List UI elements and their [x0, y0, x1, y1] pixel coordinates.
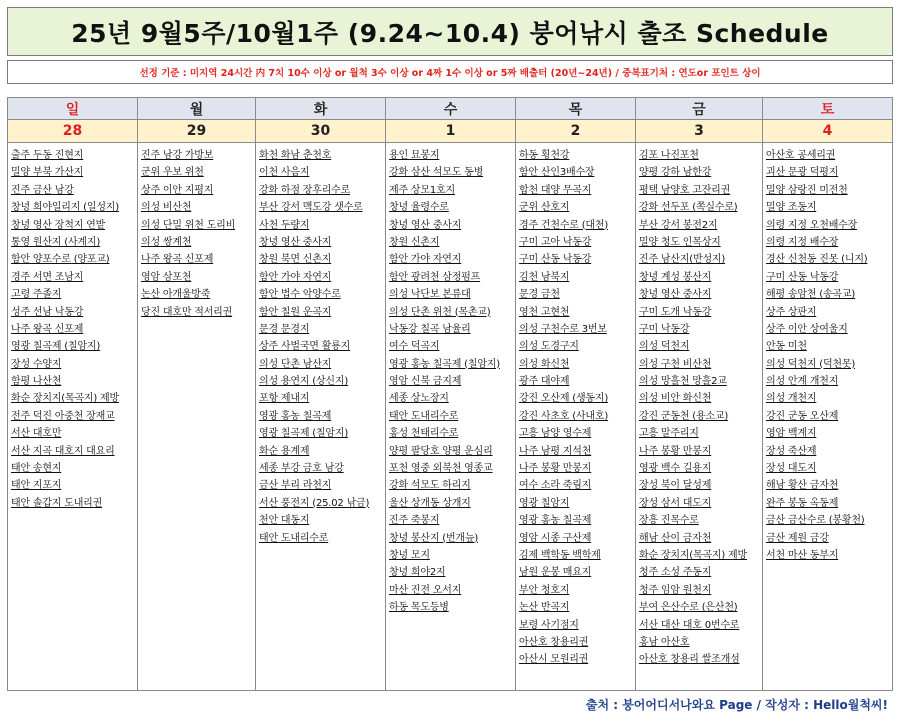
- day-column: [256, 98, 386, 690]
- spot-link[interactable]: 의성 단촌 위천 (목촌교): [389, 306, 491, 318]
- spot-link[interactable]: 상주 이안 상여울지: [766, 323, 848, 335]
- day-column: [138, 98, 256, 690]
- spot-link[interactable]: 진주 남강 가방보: [141, 150, 214, 161]
- spot-link[interactable]: 합천 대양 무곡지: [519, 184, 592, 196]
- spot-link[interactable]: 포천 영중 외북천 영종교: [389, 463, 493, 475]
- date-header: 1: [386, 120, 515, 143]
- spot-link[interactable]: 화순 용계제: [259, 445, 310, 457]
- day-column: [8, 98, 138, 690]
- spot-link[interactable]: 부여 은산수로 (은산천): [639, 602, 738, 614]
- spot-link[interactable]: 의성 덕천지: [639, 341, 690, 353]
- spot-link[interactable]: 함평 나산천: [11, 376, 62, 388]
- spot-link[interactable]: 영광 홍농 칠곡제: [519, 515, 592, 527]
- spot-link[interactable]: 금산 부리 라천지: [259, 480, 332, 492]
- day-column: [763, 98, 892, 690]
- day-column: [386, 98, 516, 690]
- spot-link[interactable]: 경주 건천수로 (대천): [519, 219, 609, 231]
- day-of-week-header: 목: [516, 98, 635, 120]
- spot-link[interactable]: 금산 금산수로 (봉황천): [766, 515, 865, 527]
- spot-link[interactable]: 제주 상모1호지: [389, 184, 455, 196]
- spot-list: [763, 143, 892, 564]
- date-header: 30: [256, 120, 385, 143]
- spot-link[interactable]: 밀양 청도 인목상지: [639, 236, 721, 248]
- spot-link[interactable]: 장성 죽산제: [766, 445, 817, 457]
- day-of-week-header: 수: [386, 98, 515, 120]
- spot-link[interactable]: 영광 백수 길용지: [639, 463, 712, 475]
- spot-link[interactable]: 창녕 계성 봉산지: [639, 271, 712, 283]
- spot-link[interactable]: 장성 삼서 대도지: [639, 497, 712, 509]
- spot-link[interactable]: 강화 석모도 하리지: [389, 480, 471, 492]
- spot-link[interactable]: 서산 대호만: [11, 428, 62, 440]
- spot-link[interactable]: 강진 군동천 (용소교): [639, 410, 729, 422]
- spot-link[interactable]: 세종 부강 금호 남강: [259, 463, 344, 475]
- spot-link[interactable]: 의성 쌍계천: [141, 236, 192, 248]
- spot-link[interactable]: 천안 대동지: [259, 515, 310, 527]
- day-of-week-header: 일: [8, 98, 137, 120]
- spot-link[interactable]: 이천 사음지: [259, 167, 310, 179]
- spot-link[interactable]: 영암 시종 구산제: [519, 532, 592, 544]
- criteria-box: [7, 60, 893, 84]
- spot-link[interactable]: 울산 상개동 상개지: [389, 497, 471, 509]
- spot-link[interactable]: 서천 마산 동부지: [766, 549, 839, 561]
- spot-link[interactable]: 의성 낙단보 본류대: [389, 289, 471, 301]
- spot-link[interactable]: 완주 봉동 옥동제: [766, 497, 839, 509]
- spot-link[interactable]: 창녕 영산 장척지 연밭: [11, 219, 106, 231]
- spot-link[interactable]: 하동 횡천강: [519, 150, 570, 161]
- spot-link[interactable]: 창녕 영산 중사지: [259, 236, 332, 248]
- spot-link[interactable]: 함안 법수 악양수로: [259, 289, 341, 301]
- spot-link[interactable]: 의성 구천수로 3번보: [519, 323, 607, 335]
- spot-link[interactable]: 의성 망흘천 망흘2교: [639, 376, 727, 388]
- spot-link[interactable]: 창원 북면 신촌지: [259, 254, 332, 266]
- spot-link[interactable]: 논산 아개울방죽: [141, 289, 211, 301]
- spot-link[interactable]: 진주 금산 남강: [11, 184, 74, 196]
- date-header: 29: [138, 120, 255, 143]
- day-of-week-header: 토: [763, 98, 892, 120]
- spot-link[interactable]: 의령 지정 오천배수장: [766, 219, 858, 231]
- spot-link[interactable]: 의성 구천 비산천: [639, 358, 712, 370]
- spot-link[interactable]: 나주 남평 지석천: [519, 445, 592, 457]
- spot-link[interactable]: 서산 지곡 대호지 대요리: [11, 445, 115, 457]
- criteria-text: 선정 기준 : 미지역 24시간 内 7치 10수 이상 or 월척 3수 이상 or 4짜 1수 이상 or 5짜 배출터 (20년~24년) / 중복표기처 : 연도or 포인트 상이: [139, 68, 761, 79]
- spot-link[interactable]: 영광 칠곡제 (칠암지): [11, 341, 101, 353]
- spot-link[interactable]: 아산호 창용리 쌀조개섬: [639, 654, 740, 666]
- spot-list: [138, 143, 255, 321]
- spot-link[interactable]: 경산 신천동 진못 (니지): [766, 254, 868, 266]
- spot-link[interactable]: 의성 단밀 위천 도리비: [141, 219, 236, 231]
- spot-link[interactable]: 창녕 영산 중사지: [389, 219, 462, 231]
- spot-link[interactable]: 화순 장치지(목곡지) 제방: [11, 393, 119, 405]
- spot-link[interactable]: 의성 안계 개천지: [766, 376, 839, 388]
- spot-link[interactable]: 영암 백계지: [766, 428, 817, 440]
- spot-link[interactable]: 여수 덕곡지: [389, 341, 440, 353]
- spot-link[interactable]: 창녕 모지: [389, 549, 430, 561]
- day-of-week-header: 금: [636, 98, 762, 120]
- spot-link[interactable]: 강진 군동 오산제: [766, 410, 839, 422]
- spot-link[interactable]: 영암 삼포천: [141, 271, 192, 283]
- spot-link[interactable]: 함안 광려천 삼정펌프: [389, 271, 481, 283]
- date-header: 4: [763, 120, 892, 143]
- spot-link[interactable]: 화천 화남 춘천호: [259, 150, 332, 161]
- date-header: 2: [516, 120, 635, 143]
- spot-link[interactable]: 경주 서면 조남지: [11, 271, 84, 283]
- spot-link[interactable]: 해남 황산 금자천: [766, 480, 839, 492]
- spot-link[interactable]: 용인 묘봉지: [389, 150, 440, 161]
- spot-link[interactable]: 의성 도경구지: [519, 341, 579, 353]
- spot-link[interactable]: 고령 주졸지: [11, 289, 62, 301]
- spot-list: [386, 143, 515, 617]
- day-of-week-header: 월: [138, 98, 255, 120]
- spot-link[interactable]: 의령 지정 배수장: [766, 236, 839, 248]
- spot-link[interactable]: 의성 개천지: [766, 393, 817, 405]
- spot-link[interactable]: 홍남 아산호: [639, 636, 690, 648]
- spot-link[interactable]: 창녕 봉산지 (번개늪): [389, 532, 479, 544]
- spot-link[interactable]: 당진 대호만 적서리권: [141, 306, 233, 318]
- spot-link[interactable]: 구미 산동 낙동강: [766, 271, 839, 283]
- spot-list: [8, 143, 137, 512]
- spot-link[interactable]: 영암 신북 금지제: [389, 376, 462, 388]
- spot-link[interactable]: 진주 남산지(반성지): [639, 254, 726, 266]
- spot-link[interactable]: 창녕 영산 중사지: [639, 289, 712, 301]
- spot-link[interactable]: 서산 풍전지 (25.02 낚금): [259, 497, 370, 509]
- spot-link[interactable]: 강진 오산제 (생동지): [519, 393, 609, 405]
- spot-link[interactable]: 청주 소성 주동지: [639, 567, 712, 579]
- title-box: [7, 7, 893, 56]
- spot-link[interactable]: 함안 가야 자연지: [259, 271, 332, 283]
- spot-link[interactable]: 사천 두량지: [259, 219, 310, 231]
- day-of-week-header: 화: [256, 98, 385, 120]
- spot-link[interactable]: 의성 비산천: [141, 202, 192, 214]
- spot-link[interactable]: 창녕 율령수로: [389, 202, 449, 214]
- spot-link[interactable]: 안동 미천: [766, 341, 807, 353]
- spot-link[interactable]: 창녕 희야일리지 (일성지): [11, 202, 119, 214]
- spot-link[interactable]: 구미 고아 낙동강: [519, 236, 592, 248]
- spot-link[interactable]: 함안 양포수로 (양포교): [11, 254, 110, 266]
- spot-link[interactable]: 의성 덕천지 (덕천못): [766, 358, 856, 370]
- spot-link[interactable]: 의성 단촌 남산지: [259, 358, 332, 370]
- spot-link[interactable]: 하동 목도등병: [389, 602, 449, 614]
- spot-link[interactable]: 낙동강 칠곡 남율리: [389, 323, 471, 335]
- spot-link[interactable]: 태안 지포지: [11, 480, 62, 492]
- spot-link[interactable]: 태안 솔갑지 도내리권: [11, 497, 103, 509]
- schedule-table: [7, 97, 893, 691]
- spot-link[interactable]: 해평 송암천 (송곡교): [766, 289, 856, 301]
- spot-link[interactable]: 문경 문경지: [259, 323, 310, 335]
- spot-link[interactable]: 창원 신촌지: [389, 236, 440, 248]
- spot-link[interactable]: 청주 임암 원천지: [639, 584, 712, 596]
- spot-list: [636, 143, 762, 669]
- spot-link[interactable]: 진주 죽봉지: [389, 515, 440, 527]
- spot-link[interactable]: 장성 수양지: [11, 358, 62, 370]
- spot-link[interactable]: 고흥 말주리지: [639, 428, 699, 440]
- spot-link[interactable]: 의성 화신천: [519, 358, 570, 370]
- spot-link[interactable]: 상주 사벌국면 활룡지: [259, 341, 351, 353]
- spot-link[interactable]: 의성 비안 화신천: [639, 393, 712, 405]
- spot-link[interactable]: 함안 칠원 운곡지: [259, 306, 332, 318]
- spot-link[interactable]: 서산 대산 대호 0번수로: [639, 619, 740, 631]
- spot-link[interactable]: 나주 봉황 만봉지: [639, 445, 712, 457]
- spot-link[interactable]: 장흥 진목수로: [639, 515, 699, 527]
- spot-link[interactable]: 태안 도내리수로: [389, 410, 459, 422]
- spot-link[interactable]: 아산시 모원리권: [519, 654, 589, 666]
- spot-link[interactable]: 밀양 부북 가산지: [11, 167, 84, 179]
- spot-link[interactable]: 의성 용연지 (상신지): [259, 376, 349, 388]
- spot-link[interactable]: 홍성 천태리수로: [389, 428, 459, 440]
- spot-link[interactable]: 논산 반곡지: [519, 602, 570, 614]
- spot-link[interactable]: 구미 도개 낙동강: [639, 306, 712, 318]
- spot-link[interactable]: 밀양 삼랑진 미전천: [766, 184, 848, 196]
- spot-link[interactable]: 강화 선두포 (쪽실수로): [639, 202, 738, 214]
- spot-list: [256, 143, 385, 547]
- spot-link[interactable]: 통영 원산지 (사계지): [11, 236, 101, 248]
- spot-link[interactable]: 부안 청호지: [519, 584, 570, 596]
- spot-link[interactable]: 창녕 희야2지: [389, 567, 446, 579]
- spot-link[interactable]: 군위 우보 위천: [141, 167, 204, 179]
- spot-link[interactable]: 나주 왕곡 신포제: [141, 254, 214, 266]
- spot-link[interactable]: 영광 칠곡제 (칠암지): [259, 428, 349, 440]
- spot-link[interactable]: 포항 제내지: [259, 393, 310, 405]
- spot-link[interactable]: 태안 도내리수로: [259, 532, 329, 544]
- spot-link[interactable]: 화순 장치지(목곡지) 제방: [639, 549, 747, 561]
- spot-link[interactable]: 금산 제원 금강: [766, 532, 829, 544]
- spot-link[interactable]: 영광 홍농 칠곡제: [259, 410, 332, 422]
- spot-link[interactable]: 광주 대야제: [519, 376, 570, 388]
- spot-link[interactable]: 세종 상노장지: [389, 393, 449, 405]
- day-column: [516, 98, 636, 690]
- page-title: 25년 9월5주/10월1주 (9.24~10.4) 붕어낚시 출조 Schedule: [71, 18, 829, 48]
- spot-link[interactable]: 강화 하점 장후리수로: [259, 184, 351, 196]
- spot-link[interactable]: 영천 고현천: [519, 306, 570, 318]
- spot-link[interactable]: 군위 산호지: [519, 202, 570, 214]
- spot-link[interactable]: 구미 산동 낙동강: [519, 254, 592, 266]
- spot-link[interactable]: 김포 나진포천: [639, 150, 699, 161]
- spot-link[interactable]: 남원 운봉 매요지: [519, 567, 592, 579]
- spot-link[interactable]: 아산호 공세리권: [766, 150, 836, 161]
- spot-link[interactable]: 해남 산이 금자천: [639, 532, 712, 544]
- spot-link[interactable]: 괴산 문광 덕평지: [766, 167, 839, 179]
- spot-link[interactable]: 영광 칠암지: [519, 497, 570, 509]
- day-column: [636, 98, 763, 690]
- date-header: 28: [8, 120, 137, 143]
- spot-link[interactable]: 나주 봉황 만봉지: [519, 463, 592, 475]
- spot-link[interactable]: 김천 남북지: [519, 271, 570, 283]
- spot-link[interactable]: 상주 이안 지평지: [141, 184, 214, 196]
- footer-credit: 출처 : 붕어어디서나와요 Page / 작성자 : Hello월척씨!: [585, 697, 888, 712]
- spot-link[interactable]: 영광 홍농 칠곡제 (칠암지): [389, 358, 500, 370]
- spot-link[interactable]: 여수 소라 죽림지: [519, 480, 592, 492]
- spot-link[interactable]: 강진 사초호 (사내호): [519, 410, 609, 422]
- spot-link[interactable]: 고흥 남양 영수제: [519, 428, 592, 440]
- spot-link[interactable]: 김제 백학동 백학제: [519, 549, 601, 561]
- spot-link[interactable]: 태안 송현지: [11, 463, 62, 475]
- spot-link[interactable]: 문경 금천: [519, 289, 560, 301]
- spot-link[interactable]: 밀양 조동지: [766, 202, 817, 214]
- spot-link[interactable]: 마산 진전 오서지: [389, 584, 462, 596]
- spot-link[interactable]: 보령 사기점지: [519, 619, 579, 631]
- spot-link[interactable]: 구미 낙동강: [639, 323, 690, 335]
- spot-link[interactable]: 부산 강서 봉전2지: [639, 219, 718, 231]
- spot-link[interactable]: 전주 덕진 아중천 장재교: [11, 410, 115, 422]
- spot-link[interactable]: 강화 삼산 석모도 동병: [389, 167, 484, 179]
- spot-link[interactable]: 양평 강하 남한강: [639, 167, 712, 179]
- spot-link[interactable]: 양평 팔당호 양평 운심리: [389, 445, 493, 457]
- spot-link[interactable]: 출주 두동 진현지: [11, 150, 84, 161]
- date-header: 3: [636, 120, 762, 143]
- spot-link[interactable]: 아산호 창용리권: [519, 636, 589, 648]
- spot-link[interactable]: 성주 선남 낙동강: [11, 306, 84, 318]
- spot-link[interactable]: 장성 북이 달성제: [639, 480, 712, 492]
- spot-link[interactable]: 함안 가야 자연지: [389, 254, 462, 266]
- spot-link[interactable]: 평택 남양호 고잔리권: [639, 184, 731, 196]
- spot-link[interactable]: 함안 산인3배수장: [519, 167, 595, 179]
- spot-link[interactable]: 상주 상판지: [766, 306, 817, 318]
- spot-link[interactable]: 부산 강서 맥도강 샛수로: [259, 202, 363, 214]
- spot-link[interactable]: 나주 왕곡 신포제: [11, 323, 84, 335]
- spot-list: [516, 143, 635, 669]
- spot-link[interactable]: 장성 대도지: [766, 463, 817, 475]
